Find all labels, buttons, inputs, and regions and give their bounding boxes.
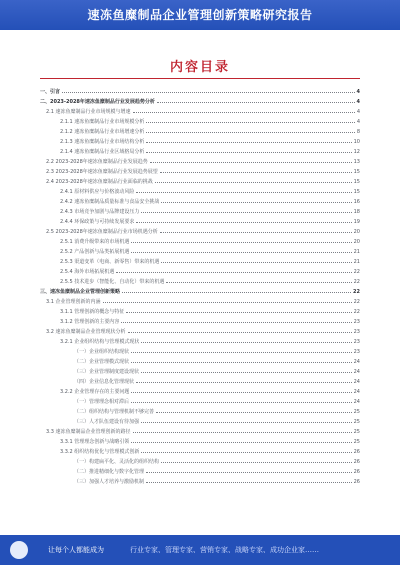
toc-entry-label: （二）企业管理模式现状 [74, 359, 130, 365]
toc-leader-dots [133, 106, 355, 113]
toc-entry[interactable] [40, 476, 360, 486]
toc-entry-label: 2.5.4 海外市场拓展机遇 [60, 269, 115, 275]
toc-leader-dots [161, 456, 352, 463]
logo-icon [10, 541, 28, 559]
toc-entry-page: 23 [353, 349, 360, 355]
toc-leader-dots [62, 86, 355, 93]
toc-entry[interactable] [40, 286, 360, 296]
toc-leader-dots [160, 226, 352, 233]
toc-entry-page: 24 [353, 379, 360, 385]
toc-entry-label: 3.3.2 组织结构优化与管理模式创新 [60, 449, 140, 455]
toc-entry-label: 2.4.1 原材料供应与价格波动风险 [60, 189, 135, 195]
toc-entry[interactable] [40, 346, 360, 356]
toc-entry-page: 22 [353, 309, 360, 315]
toc-entry-label: 2.5.1 消费升级带来的市场机遇 [60, 239, 130, 245]
toc-entry[interactable] [40, 326, 360, 336]
toc-leader-dots [141, 416, 352, 423]
toc-entry[interactable] [40, 176, 360, 186]
toc-entry[interactable] [40, 296, 360, 306]
toc-leader-dots [122, 286, 351, 293]
toc-entry[interactable] [40, 226, 360, 236]
toc-entry[interactable] [40, 106, 360, 116]
toc-entry[interactable] [40, 156, 360, 166]
toc-leader-dots [136, 186, 351, 193]
toc-entry-label: 3.2.1 企业组织结构与管理模式现状 [60, 339, 140, 345]
toc-entry-page: 26 [353, 449, 360, 455]
toc-leader-dots [103, 296, 352, 303]
toc-entry[interactable] [40, 196, 360, 206]
toc-entry-label: （二）组织结构与管理机制不够完善 [74, 409, 155, 415]
toc-entry[interactable] [40, 146, 360, 156]
footer-banner [0, 535, 400, 565]
toc-entry-page: 24 [353, 369, 360, 375]
toc-entry-page: 4 [356, 109, 360, 115]
toc-entry-page: 23 [353, 329, 360, 335]
toc-entry[interactable] [40, 246, 360, 256]
toc-entry-page: 15 [353, 169, 360, 175]
toc-entry-page: 26 [353, 469, 360, 475]
toc-leader-dots [160, 166, 352, 173]
toc-entry-page: 22 [353, 269, 360, 275]
toc-entry-label: 三、速冻鱼糜制品企业管理创新策略 [40, 289, 121, 295]
toc-leader-dots [146, 116, 354, 123]
toc-title: 内容目录 [169, 60, 230, 75]
toc-leader-dots [131, 356, 352, 363]
toc-entry-page: 18 [353, 209, 360, 215]
toc-entry-label: 2.1.2 速冻鱼糜制品行业市场增速分析 [60, 129, 145, 135]
toc-entry-label: 一、引言 [40, 89, 61, 95]
toc-entry[interactable] [40, 206, 360, 216]
toc-entry-label: 2.5.5 技术进步（智能化、自动化）带来的机遇 [60, 279, 165, 285]
toc-entry-label: （一）构建扁平化、灵活化的组织结构 [74, 459, 160, 465]
toc-entry-label: 2.4.4 环保政策与可持续发展要求 [60, 219, 135, 225]
toc-entry-page: 15 [353, 179, 360, 185]
toc-leader-dots [166, 276, 351, 283]
toc-entry[interactable] [40, 456, 360, 466]
toc-entry-label: 2.1 速冻鱼糜制品行业市场规模与增速 [46, 109, 131, 115]
toc-entry[interactable] [40, 116, 360, 126]
toc-entry[interactable] [40, 216, 360, 226]
toc-entry[interactable] [40, 376, 360, 386]
toc-leader-dots [141, 366, 352, 373]
toc-entry[interactable] [40, 126, 360, 136]
toc-leader-dots [126, 306, 351, 313]
toc-entry-label: 2.5.2 产品创新与品类拓展机遇 [60, 249, 130, 255]
toc-leader-dots [141, 206, 351, 213]
toc-entry-page: 4 [356, 89, 360, 95]
toc-leader-dots [146, 476, 352, 483]
toc-leader-dots [131, 396, 352, 403]
toc-entry-page: 8 [356, 129, 360, 135]
toc-entry-label: 2.4.2 速冻鱼糜制品质量标准与食品安全挑战 [60, 199, 160, 205]
toc-leader-dots [131, 346, 352, 353]
toc-entry[interactable] [40, 396, 360, 406]
toc-entry-page: 21 [353, 259, 360, 265]
toc-leader-dots [128, 326, 352, 333]
toc-entry-label: 2.5.3 渠道变革（电商、新零售）带来的机遇 [60, 259, 160, 265]
toc-entry[interactable] [40, 366, 360, 376]
toc-entry-label: 3.2.2 企业管理存在的主要问题 [60, 389, 130, 395]
toc-entry-page: 26 [353, 459, 360, 465]
toc-leader-dots [155, 176, 352, 183]
toc-leader-dots [146, 136, 351, 143]
toc-entry-label: （一）管理理念相对滞后 [74, 399, 130, 405]
toc-entry-label: 3.1.2 管理创新的主要内容 [60, 319, 120, 325]
toc-entry-page: 13 [353, 159, 360, 165]
toc-entry[interactable] [40, 446, 360, 456]
toc-entry-label: 3.2 速冻鱼糜制品企业管理现状分析 [46, 329, 126, 335]
toc-entry-label: 3.3.1 管理理念创新与战略引领 [60, 439, 130, 445]
toc-entry-label: 2.5 2023-2028年速冻鱼糜制品行业市场机遇分析 [46, 229, 158, 235]
toc-entry-page: 25 [353, 409, 360, 415]
toc-entry[interactable] [40, 276, 360, 286]
toc-entry-label: （三）人才队伍建设有待加强 [74, 419, 140, 425]
toc-leader-dots [146, 466, 352, 473]
toc-entry-page: 23 [353, 319, 360, 325]
toc-entry-label: （二）推进精细化与数字化管理 [74, 469, 145, 475]
toc-entry[interactable] [40, 136, 360, 146]
toc-leader-dots [131, 246, 351, 253]
toc-entry-label: 2.4 2023-2028年速冻鱼糜制品行业面临的挑战 [46, 179, 153, 185]
toc-entry-page: 23 [353, 339, 360, 345]
toc-entry[interactable] [40, 386, 360, 396]
toc-leader-dots [157, 96, 355, 103]
toc-entry[interactable] [40, 466, 360, 476]
toc-entry-page: 10 [353, 139, 360, 145]
report-title: 速冻鱼糜制品企业管理创新策略研究报告 [87, 8, 313, 22]
toc-entry-label: 3.1.1 管理创新的概念与特征 [60, 309, 125, 315]
toc-entry-page: 4 [356, 119, 360, 125]
toc-entry-page: 12 [353, 149, 360, 155]
toc-entry-page: 26 [353, 479, 360, 485]
toc-leader-dots [116, 266, 351, 273]
toc-entry-label: 二、2023-2028年速冻鱼糜制品行业发展趋势分析 [40, 99, 155, 105]
report-title-banner [0, 0, 400, 30]
toc-entry[interactable] [40, 436, 360, 446]
toc-leader-dots [133, 426, 352, 433]
toc-entry[interactable] [40, 86, 360, 96]
toc-entry[interactable] [40, 186, 360, 196]
toc-entry-label: 2.1.1 速冻鱼糜制品行业市场规模分析 [60, 119, 145, 125]
toc-entry[interactable] [40, 96, 360, 106]
toc-entry[interactable] [40, 236, 360, 246]
toc-entry-page: 21 [353, 249, 360, 255]
toc-leader-dots [141, 336, 351, 343]
toc-entry-label: 2.3 2023-2028年速冻鱼糜制品行业发展趋势展望 [46, 169, 158, 175]
toc-leader-dots [141, 446, 351, 453]
toc-leader-dots [146, 126, 354, 133]
toc-entry-page: 20 [353, 239, 360, 245]
toc-leader-dots [136, 216, 351, 223]
toc-entry[interactable] [40, 416, 360, 426]
toc-entry-page: 20 [353, 229, 360, 235]
toc-leader-dots [131, 436, 351, 443]
toc-entry-page: 19 [353, 219, 360, 225]
toc-entry-label: 2.1.3 速冻鱼糜制品行业市场结构分析 [60, 139, 145, 145]
toc-entry-page: 22 [353, 299, 360, 305]
toc-entry-page: 16 [353, 199, 360, 205]
toc-entry[interactable] [40, 356, 360, 366]
toc-entry-page: 24 [353, 399, 360, 405]
toc-entry-page: 24 [353, 359, 360, 365]
toc-entry-page: 15 [353, 189, 360, 195]
toc-entry[interactable] [40, 266, 360, 276]
toc-entry-page: 25 [353, 419, 360, 425]
toc-entry-page: 22 [353, 279, 360, 285]
toc-entry-label: （一）企业组织结构现状 [74, 349, 130, 355]
toc-entry-label: （四）企业信息化管理现状 [74, 379, 135, 385]
toc-entry-label: （三）加强人才培养与激励机制 [74, 479, 145, 485]
toc-entry[interactable] [40, 306, 360, 316]
footer-roles: 行业专家、管理专家、营销专家、战略专家、成功企业家…… [130, 546, 319, 554]
toc-leader-dots [131, 236, 351, 243]
toc-entry[interactable] [40, 166, 360, 176]
toc-entry-page: 25 [353, 439, 360, 445]
toc-list [40, 86, 360, 486]
toc-leader-dots [121, 316, 351, 323]
toc-entry[interactable] [40, 426, 360, 436]
toc-entry[interactable] [40, 256, 360, 266]
footer-slogan: 让每个人都能成为 [48, 546, 104, 554]
toc-entry-page: 25 [353, 429, 360, 435]
toc-entry-page: 4 [356, 99, 360, 105]
toc-entry-label: 3.3 速冻鱼糜制品企业管理创新的路径 [46, 429, 131, 435]
toc-entry-page: 24 [353, 389, 360, 395]
toc-leader-dots [146, 146, 351, 153]
toc-entry[interactable] [40, 316, 360, 326]
toc-leader-dots [161, 196, 351, 203]
toc-entry-page: 22 [353, 289, 360, 295]
toc-leader-dots [131, 386, 351, 393]
toc-entry-label: 2.4.3 市场竞争加剧与品牌建设压力 [60, 209, 140, 215]
toc-leader-dots [156, 406, 352, 413]
toc-entry-label: 2.1.4 速冻鱼糜制品行业区域格局分析 [60, 149, 145, 155]
toc-entry-label: （三）企业管理制度建设现状 [74, 369, 140, 375]
toc-divider [40, 78, 360, 79]
toc-entry[interactable] [40, 406, 360, 416]
toc-entry[interactable] [40, 336, 360, 346]
toc-leader-dots [150, 156, 352, 163]
toc-leader-dots [136, 376, 352, 383]
toc-entry-label: 3.1 企业管理创新的内涵 [46, 299, 101, 305]
toc-entry-label: 2.2 2023-2028年速冻鱼糜制品行业发展趋势 [46, 159, 148, 165]
toc-leader-dots [161, 256, 351, 263]
